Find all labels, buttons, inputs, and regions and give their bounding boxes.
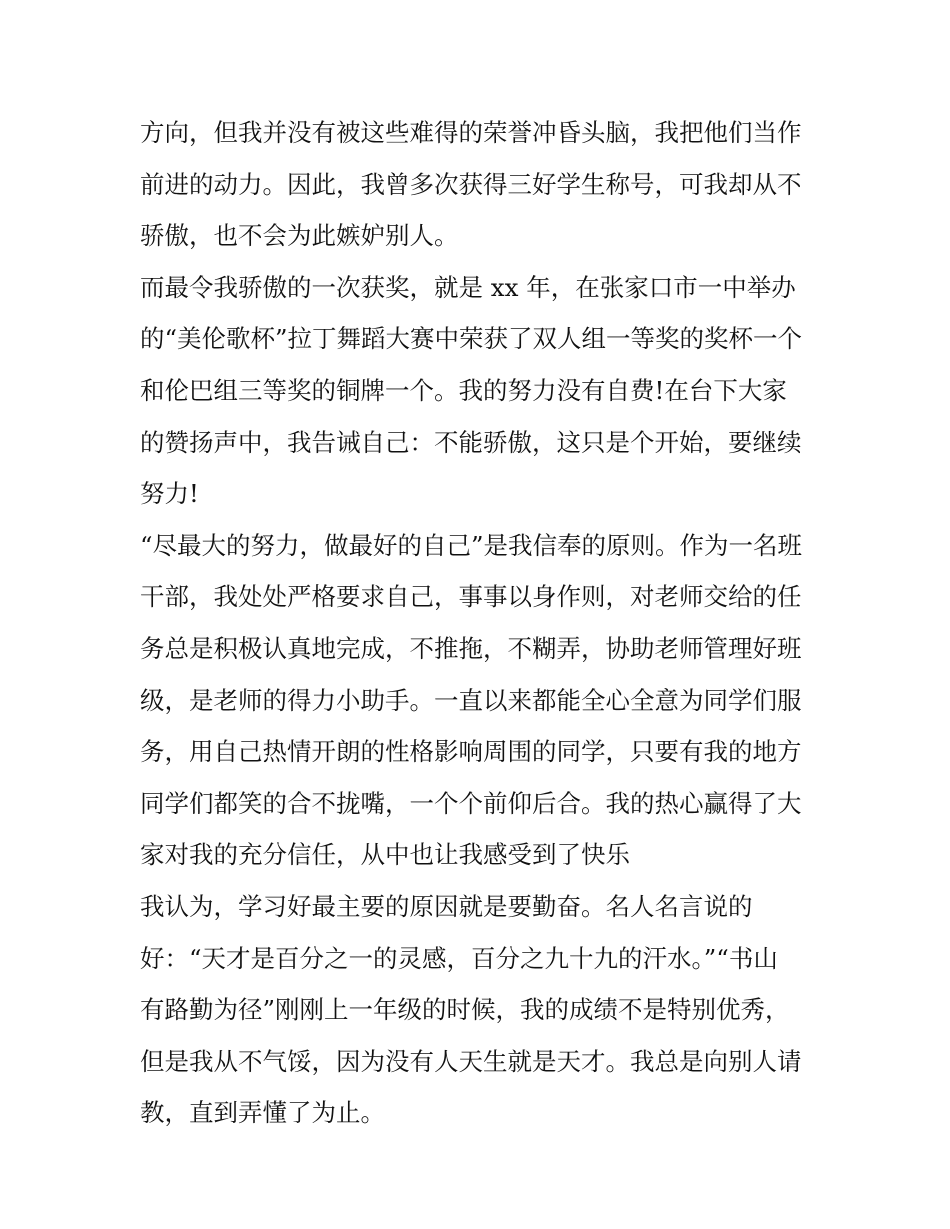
text-line: 同学们都笑的合不拢嘴，一个个前仰后合。我的热心赢得了大	[140, 788, 802, 818]
text-line: 前进的动力。因此，我曾多次获得三好学生称号，可我却从不	[140, 169, 802, 199]
text-line: 的“美伦歌杯”拉丁舞蹈大赛中荣获了双人组一等奖的奖杯一个	[140, 324, 803, 354]
text-line: 务，用自己热情开朗的性格影响周围的同学，只要有我的地方	[140, 737, 802, 767]
text-line: 而最令我骄傲的一次获奖，就是 xx 年，在张家口市一中举办	[140, 272, 796, 302]
text-line: 我认为，学习好最主要的原因就是要勤奋。名人名言说的	[140, 891, 753, 921]
text-line: 干部，我处处严格要求自己，事事以身作则，对老师交给的任	[140, 582, 802, 612]
text-line: 方向，但我并没有被这些难得的荣誉冲昏头脑，我把他们当作	[140, 118, 802, 147]
text-line: 骄傲，也不会为此嫉妒别人。	[140, 221, 459, 251]
text-line: 好：“天才是百分之一的灵感，百分之九十九的汗水。”“书山	[140, 943, 778, 973]
text-line: 和伦巴组三等奖的铜牌一个。我的努力没有自费!在台下大家	[140, 375, 787, 405]
text-line: 务总是积极认真地完成，不推拖，不糊弄，协助老师管理好班	[140, 633, 802, 663]
body-text	[140, 107, 820, 1139]
text-line: 级，是老师的得力小助手。一直以来都能全心全意为同学们服	[140, 685, 802, 715]
text-line: “尽最大的努力，做最好的自己”是我信奉的原则。作为一名班	[140, 530, 803, 560]
text-line: 有路勤为径”刚刚上一年级的时候，我的成绩不是特别优秀，	[140, 995, 790, 1025]
text-line: 教，直到弄懂了为止。	[140, 1098, 385, 1128]
text-line: 家对我的充分信任，从中也让我感受到了快乐	[140, 840, 630, 870]
text-line: 但是我从不气馁，因为没有人天生就是天才。我总是向别人请	[140, 1046, 802, 1076]
text-line: 努力!	[140, 479, 199, 509]
text-line: 的赞扬声中，我告诫自己：不能骄傲，这只是个开始，要继续	[140, 427, 802, 457]
